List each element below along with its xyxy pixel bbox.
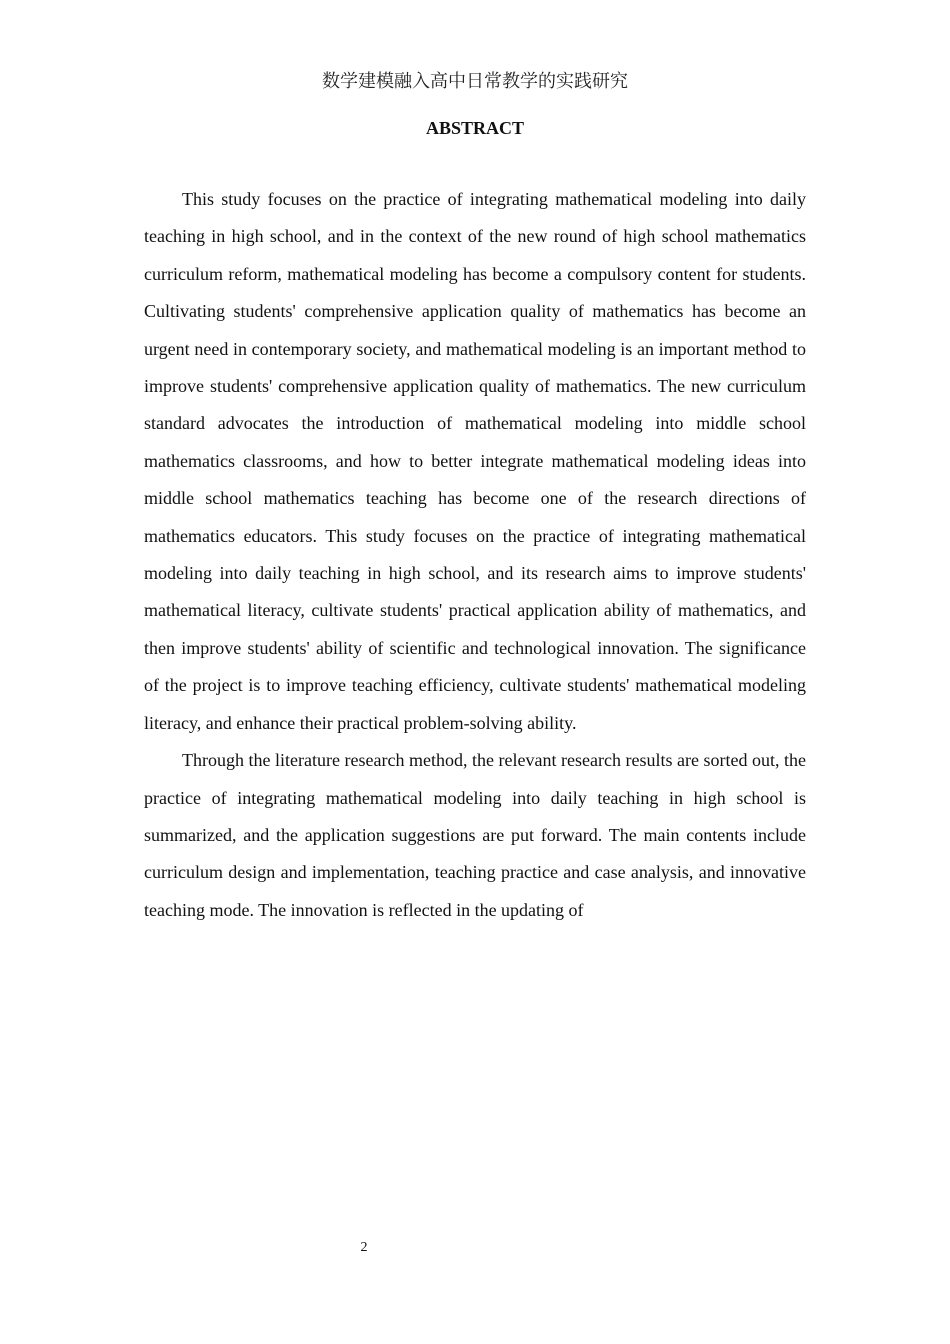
abstract-title: ABSTRACT [425,118,525,138]
abstract-body [144,181,806,929]
abstract-paragraph-2: Through the literature research method, the relevant research results are sorted out, the practice of integrating mathematical modeling into daily teaching in high school is summarized, and the application suggestions are put forward. The main contents include curriculum design and implementation, teaching practice and case analysis, and innovative teaching mode. The innovation is reflected in the updating of [144,750,806,920]
running-header: 数学建模融入高中日常教学的实践研究 [322,71,628,91]
abstract-paragraph-1: This study focuses on the practice of integrating mathematical modeling into daily teaching in high school, and in the context of the new round of high school mathematics curriculum reform, mathematical modeling has become a compulsory content for students. Cultivating students' comprehensive application quality of mathematics has become an urgent need in contemporary society, and mathematical modeling is an important method to improve students' comprehensive application quality of mathematics. The new curriculum standard advocates the introduction of mathematical modeling into middle school mathematics classrooms, and how to better integrate mathematical modeling ideas into middle school mathematics teaching has become one of the research directions of mathematics educators. This study focuses on the practice of integrating mathematical modeling into daily teaching in high school, and its research aims to improve students' mathematical literacy, cultivate students' practical application ability of mathematics, and then improve students' ability of scientific and technological innovation. The significance of the project is to improve teaching efficiency, cultivate students' mathematical modeling literacy, and enhance their practical problem-solving ability. [144,189,806,733]
page-number: 2 [360,1240,368,1255]
